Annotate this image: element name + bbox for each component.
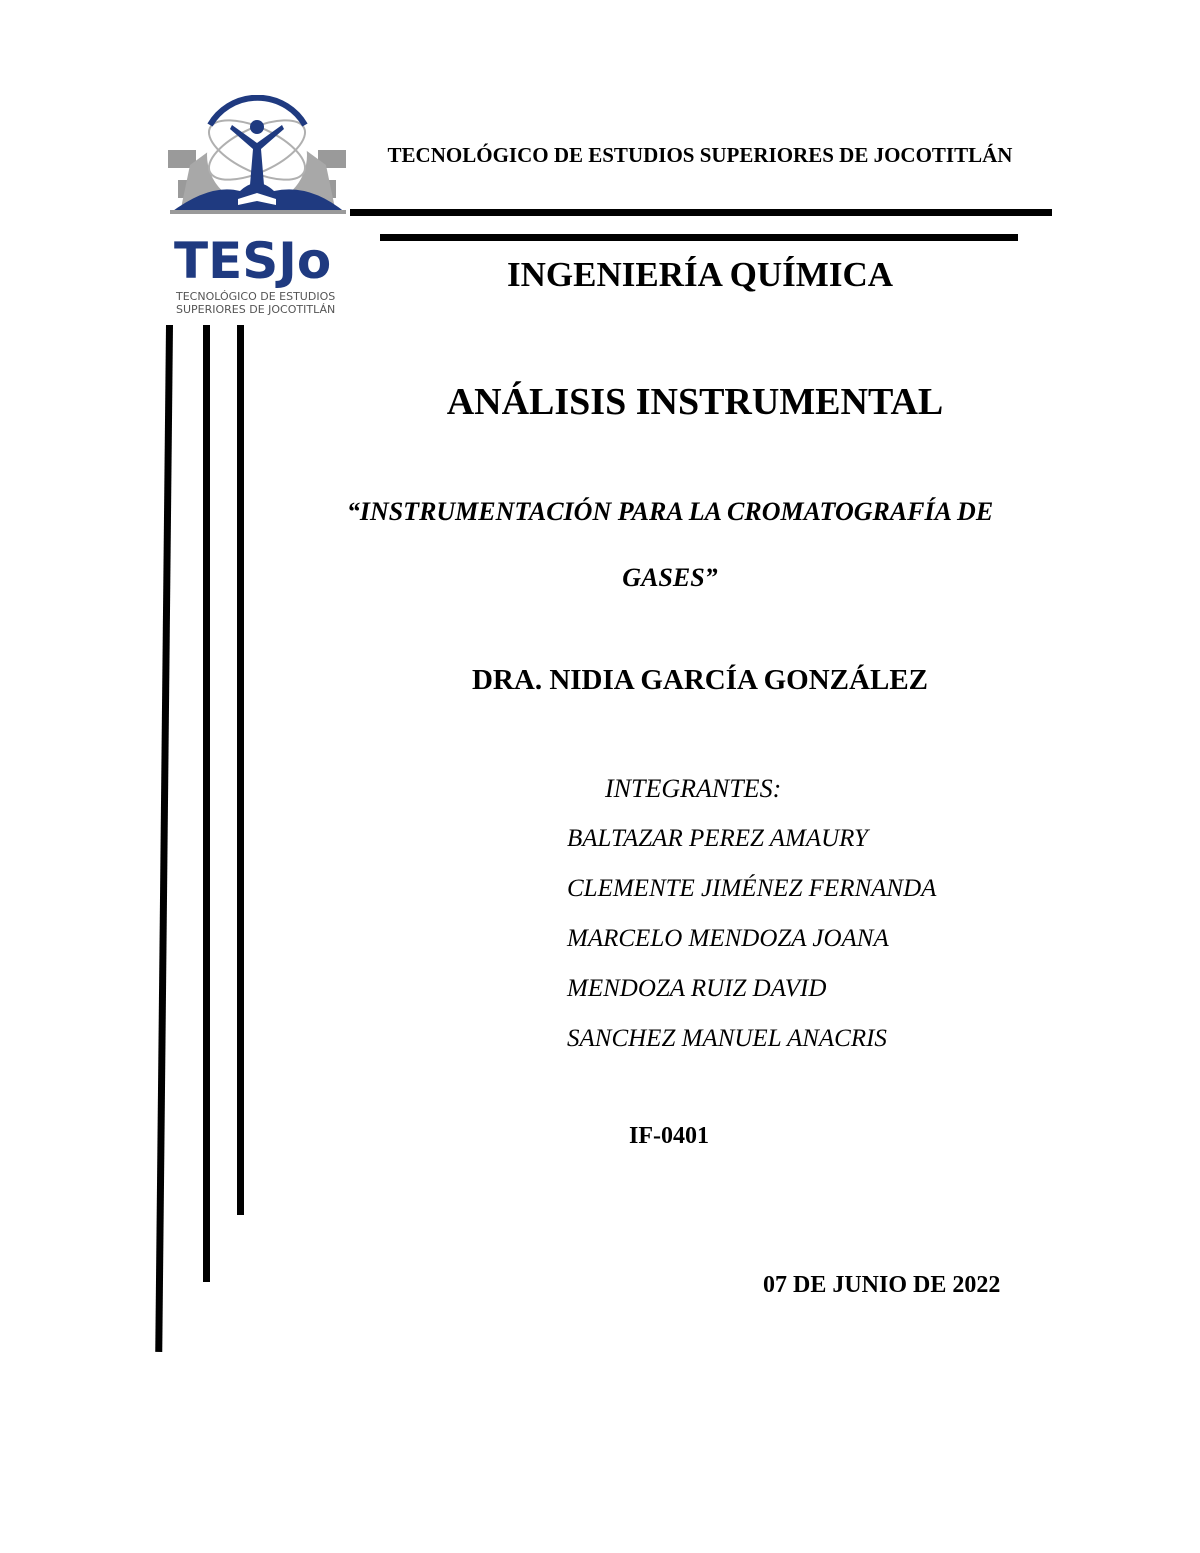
work-title-line1: “INSTRUMENTACIÓN PARA LA CROMATOGRAFÍA DE: [346, 497, 994, 526]
group-code: IF-0401: [629, 1123, 709, 1149]
members-list: [567, 822, 936, 1072]
work-title-line2: GASES”: [622, 563, 718, 592]
career-title: INGENIERÍA QUÍMICA: [506, 255, 894, 294]
tesjo-emblem-icon: [160, 95, 355, 320]
header-rule-top: [350, 209, 1052, 216]
member-item: BALTAZAR PEREZ AMAURY: [567, 825, 868, 852]
member-item: CLEMENTE JIMÉNEZ FERNANDA: [567, 875, 937, 902]
tesjo-logo: [160, 95, 355, 320]
institution-name: TECNOLÓGICO DE ESTUDIOS SUPERIORES DE JOCOTITLÁN: [387, 143, 1013, 167]
member-item: MENDOZA RUIZ DAVID: [567, 975, 827, 1002]
submission-date: 07 DE JUNIO DE 2022: [763, 1272, 1001, 1298]
logo-caption-line1: TECNOLÓGICO DE ESTUDIOS: [176, 290, 336, 303]
teacher-name: DRA. NIDIA GARCÍA GONZÁLEZ: [471, 664, 928, 696]
side-rule-3: [237, 325, 244, 1215]
logo-caption-line2: SUPERIORES DE JOCOTITLÁN: [176, 303, 336, 316]
side-rule-2: [203, 325, 210, 1282]
member-item: SANCHEZ MANUEL ANACRIS: [567, 1025, 887, 1052]
logo-wordmark: TESJo: [174, 232, 332, 290]
member-item: MARCELO MENDOZA JOANA: [567, 925, 889, 952]
header-rule-bottom: [380, 234, 1018, 241]
members-heading: INTEGRANTES:: [605, 774, 782, 803]
subject-title: ANÁLISIS INSTRUMENTAL: [446, 381, 944, 423]
side-rule-1: [155, 325, 173, 1352]
